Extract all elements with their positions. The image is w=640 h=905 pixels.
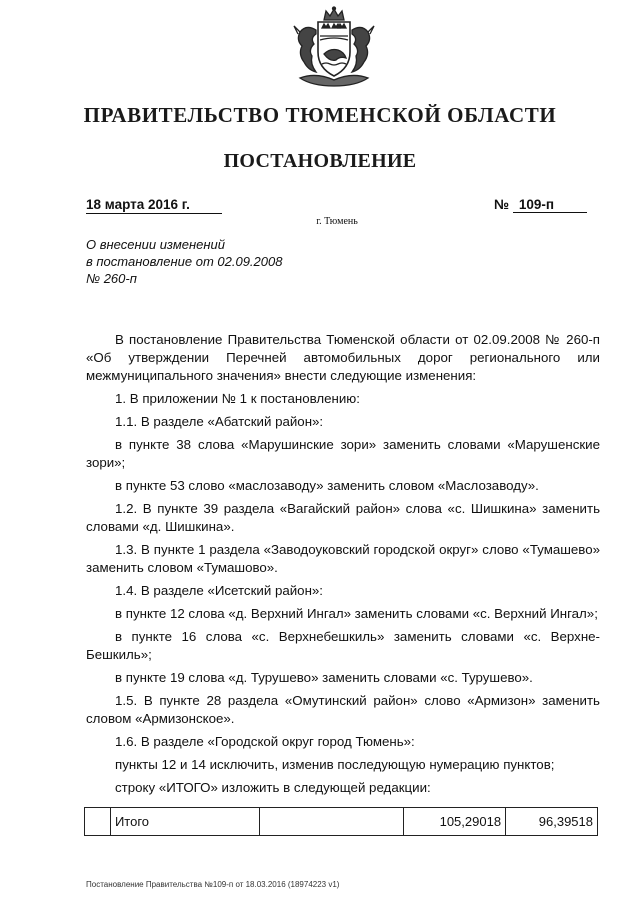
paragraph: 1.1. В разделе «Абатский район»: [115, 414, 324, 429]
table-cell [85, 808, 111, 836]
paragraph: 1. В приложении № 1 к постановлению: [115, 391, 360, 406]
paragraph: 1.5. В пункте 28 раздела «Омутинский район» слово «Армизон» заменить словом «Армизонское». [86, 693, 600, 726]
paragraph: 1.2. В пункте 39 раздела «Вагайский район» слова «с. Шишкина» заменить словами «д. Шишкина». [86, 501, 600, 534]
document-body [86, 331, 600, 802]
paragraph: В постановление Правительства Тюменской области от 02.09.2008 № 260-п «Об утверждении Перечней автомобильных дорог регионального или межмуниципального значения» внести следующие изменения: [86, 332, 600, 383]
table-row [85, 808, 598, 836]
paragraph: в пункте 12 слова «д. Верхний Ингал» заменить словами «с. Верхний Ингал»; [115, 606, 598, 621]
paragraph: 1.6. В разделе «Городской округ город Тюмень»: [115, 734, 415, 749]
paragraph: 1.4. В разделе «Исетский район»: [115, 583, 323, 598]
number-value: 109-п [513, 197, 587, 213]
city: г. Тюмень [316, 216, 358, 227]
table-cell: 105,29018 [404, 808, 506, 836]
footer-note: Постановление Правительства №109-п от 18.03.2016 (18974223 v1) [86, 880, 340, 889]
paragraph: в пункте 38 слова «Марушинские зори» заменить словами «Марушенские зори»; [86, 437, 600, 470]
document-number [494, 197, 587, 213]
paragraph: в пункте 53 слово «маслозаводу» заменить словом «Маслозаводу». [115, 478, 539, 493]
coat-of-arms-icon [286, 6, 382, 92]
paragraph: в пункте 16 слова «с. Верхнебешкиль» заменить словами «с. Верхне-Бешкиль»; [86, 629, 600, 662]
paragraph: 1.3. В пункте 1 раздела «Заводоуковский городской округ» слово «Тумашево» заменить словом «Тумашово». [86, 542, 600, 575]
government-title: ПРАВИТЕЛЬСТВО ТЮМЕНСКОЙ ОБЛАСТИ [83, 103, 557, 127]
subject-line: № 260-п [86, 271, 137, 286]
table-cell: Итого [110, 808, 259, 836]
table-cell [259, 808, 404, 836]
subject-line: О внесении изменений [86, 237, 225, 252]
paragraph: пункты 12 и 14 исключить, изменив последующую нумерацию пунктов; [115, 757, 555, 772]
number-prefix: № [494, 197, 510, 212]
table-cell: 96,39518 [506, 808, 598, 836]
paragraph: строку «ИТОГО» изложить в следующей редакции: [115, 780, 431, 795]
subject-line: в постановление от 02.09.2008 [86, 254, 283, 269]
total-table [84, 807, 598, 836]
document-date: 18 марта 2016 г. [86, 197, 222, 214]
document-subject [86, 236, 282, 287]
document-type: ПОСТАНОВЛЕНИЕ [223, 150, 417, 172]
paragraph: в пункте 19 слова «д. Турушево» заменить словами «с. Турушево». [115, 670, 533, 685]
